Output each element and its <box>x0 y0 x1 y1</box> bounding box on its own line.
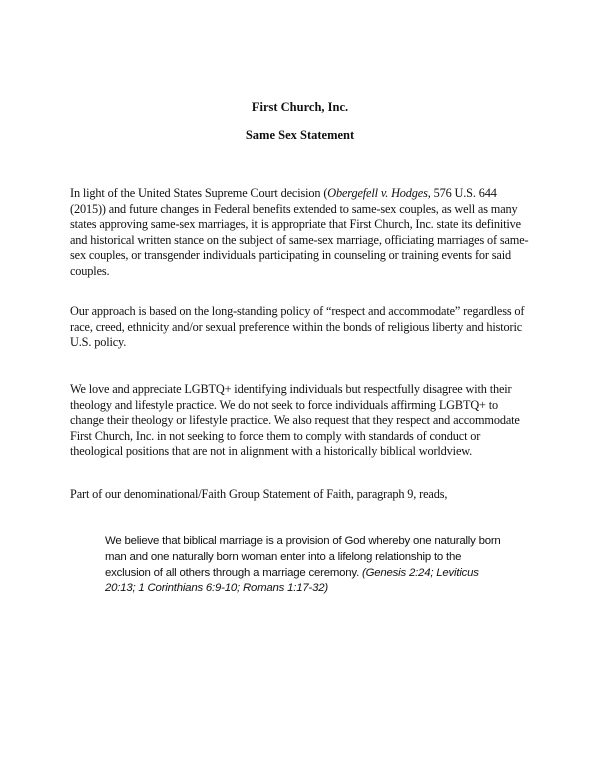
quote-citation: (Genesis 2:24; Leviticus 20:13; 1 Corinthians 6:9-10; Romans 1:17-32) <box>105 566 479 595</box>
paragraph-court-decision-lead: In light of the United States Supreme Court decision ( <box>70 186 328 200</box>
paragraph-approach: Our approach is based on the long-standing policy of “respect and accommodate” regardless of race, creed, ethnicity and/or sexual preference within the bonds of religious liberty and historic U.S. policy. <box>70 304 525 350</box>
paragraph-court-decision <box>70 186 532 280</box>
statement-title: Same Sex Statement <box>245 128 355 142</box>
paragraph-respect: We love and appreciate LGBTQ+ identifying individuals but respectfully disagree with their theology and lifestyle practice. We do not seek to force individuals affirming LGBTQ+ to change their theology or lifestyle practice. We also request that they respect and accommodate First Church, Inc. in not seeking to force them to comply with standards of conduct or theological positions that are not in alignment with a historically biblical worldview. <box>70 382 520 459</box>
paragraph-court-decision-body: , 576 U.S. 644 (2015)) and future changes in Federal benefits extended to same-sex couples, as well as many states approving same-sex marriages, it is appropriate that First Church, Inc. state its definitive and historical written stance on the subject of same-sex marriage, officiating marriages of same-sex couples, or transgender individuals participating in counseling or training events for said couples. <box>70 186 529 278</box>
case-name: Obergefell v. Hodges <box>327 186 428 200</box>
paragraph-statement-of-faith-intro: Part of our denominational/Faith Group Statement of Faith, paragraph 9, reads, <box>70 487 448 501</box>
organization-title: First Church, Inc. <box>251 100 349 114</box>
quote-text: We believe that biblical marriage is a provision of God whereby one naturally born man and one naturally born woman enter into a lifelong relationship to the exclusion of all others through a marriage ceremony. <box>105 535 501 579</box>
statement-of-faith-quote <box>105 534 505 597</box>
